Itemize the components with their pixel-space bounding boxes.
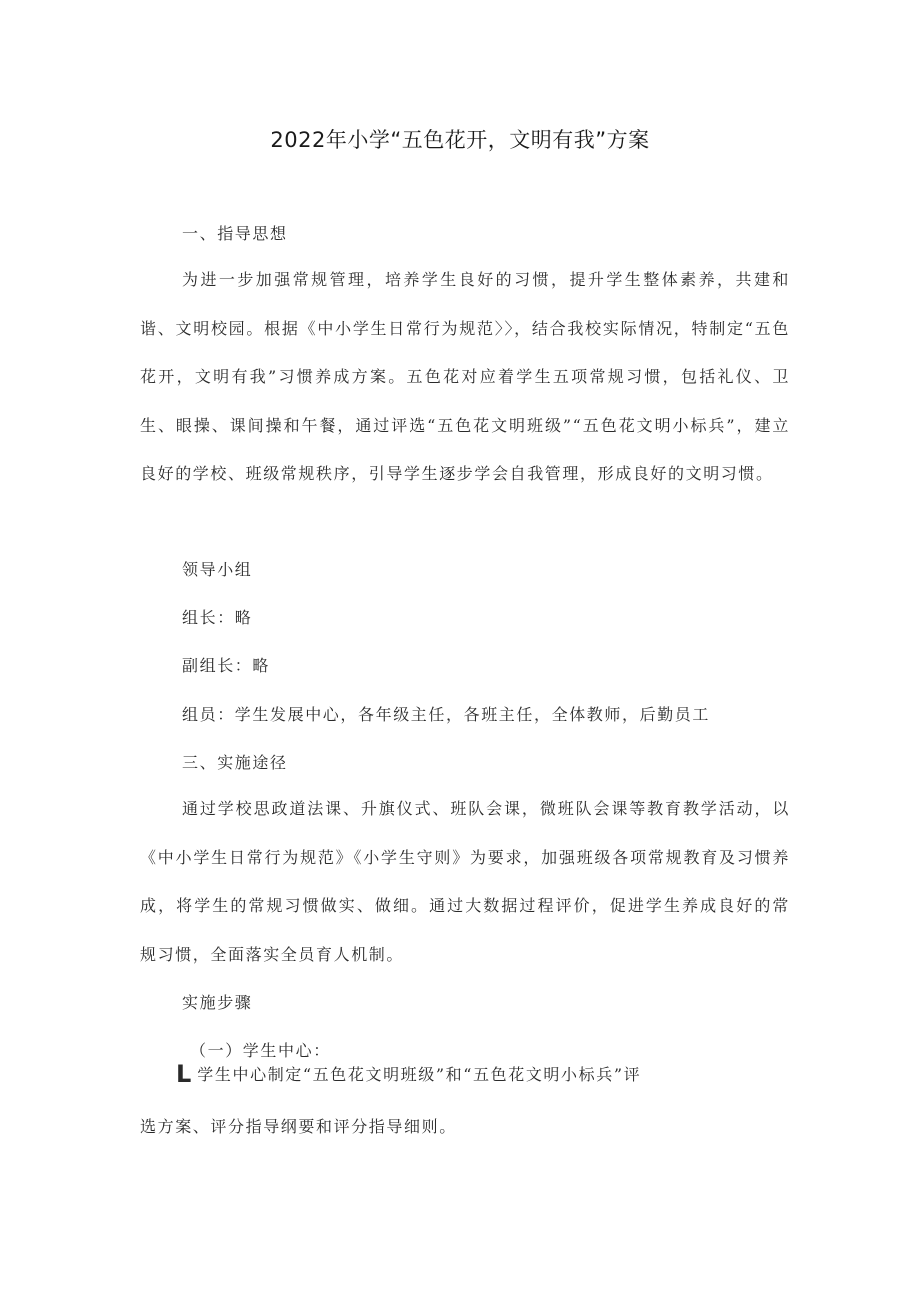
guiding-ideology-paragraph: 为进一步加强常规管理，培养学生良好的习惯，提升学生整体素养，共建和谐、文明校园。根据《中小学生日常行为规范〉〉，结合我校实际情况，特制定“五色花开，文明有我”习惯养成方案。五色花对应着学生五项常规习惯，包括礼仪、卫生、眼操、课间操和午餐，通过评选“五色花文明班级”“五色花文明小标兵”，建立良好的学校、班级常规秩序，引导学生逐步学会自我管理，形成良好的文明习惯。 [140, 270, 790, 484]
group-leader-line: 组长：略 [182, 608, 253, 627]
implementation-steps-heading: 实施步骤 [182, 993, 253, 1012]
vice-leader-line: 副组长：略 [182, 656, 271, 675]
student-center-subheading: （一）学生中心： [190, 1041, 331, 1060]
group-members-line: 组员：学生发展中心，各年级主任，各班主任，全体教师，后勤员工 [182, 705, 711, 724]
step-1-continuation: 选方案、评分指导纲要和评分指导细则。 [140, 1117, 457, 1136]
section-heading-guiding-ideology: 一、指导思想 [182, 224, 288, 243]
leadership-group-heading: 领导小组 [182, 560, 253, 579]
implementation-approach-paragraph: 通过学校思政道法课、升旗仪式、班队会课，微班队会课等教育教学活动，以《中小学生日常行为规范》《小学生守则》为要求，加强班级各项常规教育及习惯养成，将学生的常规习惯做实、做细。通过大数据过程评价，促进学生养成良好的常规习惯，全面落实全员育人机制。 [140, 799, 790, 964]
step-1-line [176, 1060, 641, 1088]
section-heading-implementation-approach: 三、实施途径 [182, 753, 288, 772]
step-1-marker: L [176, 1060, 192, 1088]
step-1-text: 学生中心制定“五色花文明班级”和“五色花文明小标兵”评 [197, 1065, 642, 1084]
document-title: 2022年小学“五色花开，文明有我”方案 [270, 128, 650, 152]
